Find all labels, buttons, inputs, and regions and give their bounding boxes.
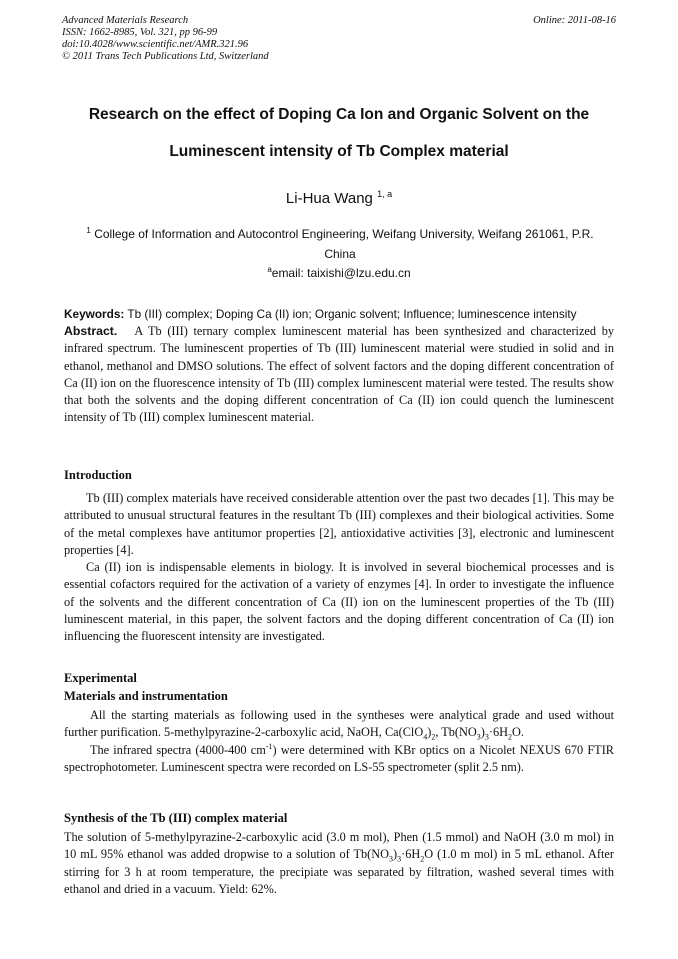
introduction-heading: Introduction — [64, 468, 132, 482]
journal-header — [62, 15, 269, 63]
introduction-paragraph-2: Ca (II) ion is indispensable elements in biology. It is involved in several biochemical processes and is essential cofactors required for the activation of a variety of enzymes [4]. In order to investigate the influence of the solvents and the different concentration of Ca (II) ion on the luminescent properties of the Tb (III) luminescent material, in this paper, the solvent factors and the doping different concentration of Ca (II) ion influencing the fluorescent intensity are investigated. — [64, 560, 614, 644]
experimental-heading: Experimental — [64, 671, 137, 685]
email — [0, 266, 678, 280]
materials-body — [64, 707, 614, 776]
synthesis-paragraph: The solution of 5-methylpyrazine-2-carboxylic acid (3.0 m mol), Phen (1.5 mmol) and NaOH (3.0 m mol) in 10 mL 95% ethanol was added dropwise to a solution of $Tb(NO_3)_3\cdot 6H_2O$ (1.0 m mol) in 5 mL ethanol. After stirring for 3 h at room temperature, the precipiate was separated by filtration, washed several times with ethanol and dried in a vacuum. Yield: 62%. — [64, 830, 614, 896]
affiliation — [70, 224, 610, 264]
affiliation-text: College of Information and Autocontrol Engineering, Weifang University, Weifang 261061, P.R. China — [94, 227, 594, 261]
keywords — [64, 306, 614, 323]
abstract-label: Abstract. — [64, 324, 118, 338]
email-text: email: taixishi@lzu.edu.cn — [271, 266, 411, 280]
materials-paragraph-2: The infrared spectra (4000-400 $cm^{-1}$) were determined with KBr optics on a Nicolet NEXUS 670 FTIR spectrophotometer. Luminescent spectra were recorded on LS-55 spectrometer (split 2.5 nm). — [64, 741, 614, 774]
author-name: Li-Hua Wang — [285, 190, 373, 207]
email-sup: a — [267, 265, 272, 274]
journal-copyright: © 2011 Trans Tech Publications Ltd, Switzerland — [62, 51, 269, 62]
introduction-body — [64, 490, 614, 646]
affiliation-number: 1 — [86, 226, 91, 235]
abstract — [64, 323, 614, 427]
keywords-text: Tb (III) complex; Doping Ca (II) ion; Organic solvent; Influence; luminescence intensity — [127, 307, 577, 321]
journal-name: Advanced Materials Research — [62, 15, 189, 26]
online-date: Online: 2011-08-16 — [533, 15, 616, 26]
abstract-text: A Tb (III) ternary complex luminescent material has been synthesized and characterized by infrared spectrum. The luminescent properties of Tb (III) luminescent material were studied in solid and in ethanol, methanol and DMSO solutions. The effect of solvent factors and the doping different concentration of Ca (II) ion on the fluorescence intensity of Tb (III) complex luminescent material were tested. The results show that both the solvents and the doping different concentration of Ca (II) ion could quench the luminescent intensity of Tb (III) complex luminescent material. — [64, 324, 614, 425]
synthesis-heading: Synthesis of the Tb (III) complex material — [64, 811, 288, 825]
synthesis-body — [64, 829, 614, 898]
author-sup: 1, a — [377, 189, 393, 199]
journal-issn: ISSN: 1662-8985, Vol. 321, pp 96-99 — [62, 27, 218, 38]
author — [0, 190, 678, 207]
paper-title-line-2: Luminescent intensity of Tb Complex material — [169, 143, 509, 160]
materials-heading: Materials and instrumentation — [64, 689, 228, 703]
keywords-label: Keywords: — [64, 307, 125, 321]
introduction-paragraph-1: Tb (III) complex materials have received considerable attention over the past two decades [1]. This may be attributed to unusual structural features in the resultant Tb (III) complexes and their biological activities. Some of the metal complexes have antitumor properties [2], antioxidative activities [3], electronic and luminescent properties [4]. — [64, 491, 614, 557]
paper-title-line-1: Research on the effect of Doping Ca Ion and Organic Solvent on the — [88, 106, 590, 123]
materials-paragraph-1: All the starting materials as following used in the syntheses were analytical grade and used without further purification. 5-methylpyrazine-2-carboxylic acid, NaOH, $Ca(ClO_4)_2$, $Tb(NO_3)_3\cdot 6H_2O$. — [64, 708, 614, 742]
journal-doi: doi:10.4028/www.scientific.net/AMR.321.96 — [62, 39, 249, 50]
